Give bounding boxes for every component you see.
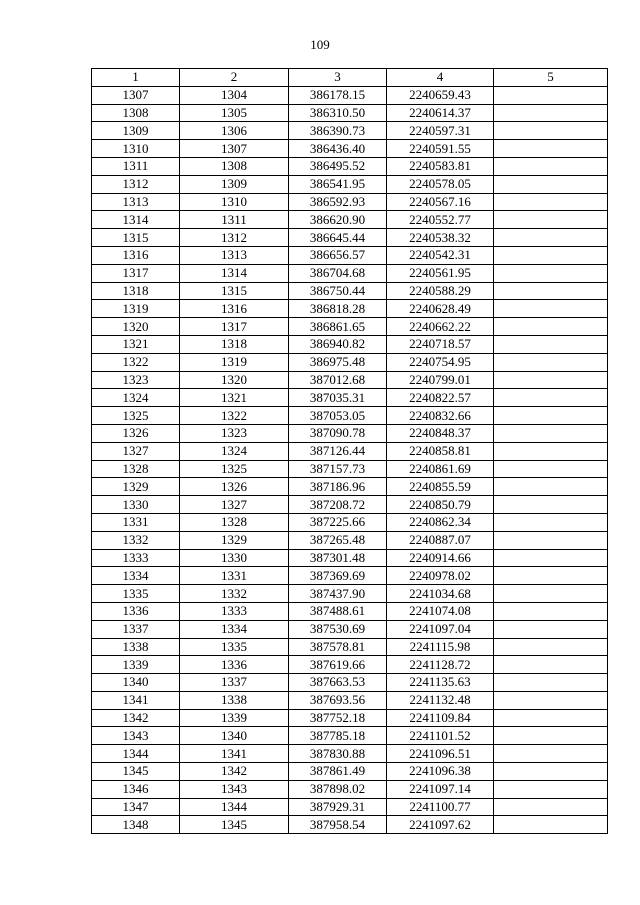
table-row	[92, 656, 608, 674]
table-cell: 2240718.57	[387, 335, 494, 353]
table-cell: 1327	[92, 442, 180, 460]
table-cell: 1334	[92, 567, 180, 585]
table-cell: 1347	[92, 798, 180, 816]
table-row	[92, 727, 608, 745]
table-cell: 1326	[180, 478, 289, 496]
table-cell: 1315	[92, 229, 180, 247]
table-cell: 386645.44	[289, 229, 387, 247]
table-row	[92, 300, 608, 318]
table-row	[92, 246, 608, 264]
table-cell: 2240591.55	[387, 140, 494, 158]
table-cell: 1334	[180, 620, 289, 638]
table-cell: 1343	[92, 727, 180, 745]
table-cell: 1304	[180, 86, 289, 104]
table-cell: 2240567.16	[387, 193, 494, 211]
table-cell: 2240628.49	[387, 300, 494, 318]
table-cell: 2240858.81	[387, 442, 494, 460]
table-cell	[494, 691, 608, 709]
table-cell: 2241097.14	[387, 780, 494, 798]
table-cell: 1317	[92, 264, 180, 282]
table-cell: 1315	[180, 282, 289, 300]
table-cell: 1340	[180, 727, 289, 745]
table-cell: 386495.52	[289, 157, 387, 175]
table-cell: 2241132.48	[387, 691, 494, 709]
table-cell: 2240542.31	[387, 246, 494, 264]
table-row	[92, 229, 608, 247]
table-row	[92, 780, 608, 798]
table-cell: 1310	[180, 193, 289, 211]
table-cell: 2241096.38	[387, 763, 494, 781]
table-cell: 1319	[180, 353, 289, 371]
table-cell	[494, 567, 608, 585]
table-cell: 2241100.77	[387, 798, 494, 816]
table-cell: 387186.96	[289, 478, 387, 496]
table-row	[92, 691, 608, 709]
table-cell: 2240887.07	[387, 531, 494, 549]
table-cell: 1310	[92, 140, 180, 158]
table-row	[92, 157, 608, 175]
table-cell: 1345	[180, 816, 289, 834]
table-cell: 1337	[180, 674, 289, 692]
table-cell: 1322	[180, 407, 289, 425]
table-cell: 1331	[180, 567, 289, 585]
table-body	[92, 86, 608, 833]
table-cell: 387012.68	[289, 371, 387, 389]
table-cell: 2240848.37	[387, 424, 494, 442]
table-cell: 387301.48	[289, 549, 387, 567]
table-cell	[494, 531, 608, 549]
table-cell: 1324	[180, 442, 289, 460]
table-cell: 387126.44	[289, 442, 387, 460]
table-row	[92, 709, 608, 727]
column-header: 3	[289, 69, 387, 87]
table-row	[92, 602, 608, 620]
table-cell: 1323	[92, 371, 180, 389]
table-cell: 1329	[92, 478, 180, 496]
table-cell: 1341	[92, 691, 180, 709]
table-cell: 1319	[92, 300, 180, 318]
table-row	[92, 478, 608, 496]
table-row	[92, 424, 608, 442]
table-cell: 387898.02	[289, 780, 387, 798]
table-cell: 1341	[180, 745, 289, 763]
table-cell: 1338	[92, 638, 180, 656]
table-cell: 1335	[180, 638, 289, 656]
table-cell: 1313	[180, 246, 289, 264]
table-cell	[494, 620, 608, 638]
table-cell: 1321	[92, 335, 180, 353]
table-cell	[494, 335, 608, 353]
table-cell: 1333	[180, 602, 289, 620]
table-row	[92, 638, 608, 656]
table-cell: 1336	[180, 656, 289, 674]
table-cell: 2240754.95	[387, 353, 494, 371]
table-cell: 1346	[92, 780, 180, 798]
table-cell: 2240588.29	[387, 282, 494, 300]
table-cell	[494, 585, 608, 603]
table-cell: 386541.95	[289, 175, 387, 193]
page-number: 109	[310, 37, 330, 52]
table-row	[92, 175, 608, 193]
table-cell: 1314	[92, 211, 180, 229]
table-cell	[494, 86, 608, 104]
table-cell: 387619.66	[289, 656, 387, 674]
table-cell	[494, 709, 608, 727]
table-cell: 2241074.08	[387, 602, 494, 620]
table-cell: 1337	[92, 620, 180, 638]
table-row	[92, 371, 608, 389]
table-cell: 1311	[92, 157, 180, 175]
table-cell: 2240799.01	[387, 371, 494, 389]
table-cell: 387437.90	[289, 585, 387, 603]
table-cell: 2240861.69	[387, 460, 494, 478]
table-cell: 1309	[180, 175, 289, 193]
table-cell	[494, 816, 608, 834]
table-cell	[494, 353, 608, 371]
table-cell: 1320	[180, 371, 289, 389]
table-row	[92, 140, 608, 158]
table-cell	[494, 407, 608, 425]
table-cell: 2240855.59	[387, 478, 494, 496]
table-row	[92, 193, 608, 211]
table-cell	[494, 602, 608, 620]
table-cell	[494, 745, 608, 763]
table-cell: 387053.05	[289, 407, 387, 425]
column-header: 1	[92, 69, 180, 87]
table-cell: 1339	[180, 709, 289, 727]
column-header: 4	[387, 69, 494, 87]
table-cell	[494, 513, 608, 531]
table-cell: 2240538.32	[387, 229, 494, 247]
table-cell: 386656.57	[289, 246, 387, 264]
table-cell: 1312	[92, 175, 180, 193]
table-cell	[494, 282, 608, 300]
table-cell: 386704.68	[289, 264, 387, 282]
table-header-row	[92, 69, 608, 87]
table-cell: 2240862.34	[387, 513, 494, 531]
table-cell: 387208.72	[289, 496, 387, 514]
table-cell: 386310.50	[289, 104, 387, 122]
table-cell: 386861.65	[289, 318, 387, 336]
table-cell: 1343	[180, 780, 289, 798]
table-cell: 386818.28	[289, 300, 387, 318]
table-cell: 2240978.02	[387, 567, 494, 585]
table-row	[92, 531, 608, 549]
table-cell: 1325	[92, 407, 180, 425]
table-cell	[494, 318, 608, 336]
table-cell	[494, 389, 608, 407]
table-row	[92, 674, 608, 692]
table-cell: 386750.44	[289, 282, 387, 300]
table-row	[92, 745, 608, 763]
table-cell: 387861.49	[289, 763, 387, 781]
table-cell: 1322	[92, 353, 180, 371]
table-cell: 387785.18	[289, 727, 387, 745]
table-cell: 1345	[92, 763, 180, 781]
table-cell: 2241097.62	[387, 816, 494, 834]
table-cell: 1318	[92, 282, 180, 300]
table-cell: 2241109.84	[387, 709, 494, 727]
table-cell: 2241097.04	[387, 620, 494, 638]
table-cell: 1311	[180, 211, 289, 229]
table-cell: 1308	[92, 104, 180, 122]
table-row	[92, 798, 608, 816]
table-row	[92, 620, 608, 638]
table-cell: 1328	[92, 460, 180, 478]
table-cell: 1344	[92, 745, 180, 763]
table-cell: 1338	[180, 691, 289, 709]
table-cell	[494, 763, 608, 781]
table-cell: 2240597.31	[387, 122, 494, 140]
column-header: 2	[180, 69, 289, 87]
table-cell: 1330	[180, 549, 289, 567]
table-row	[92, 549, 608, 567]
table-cell: 387578.81	[289, 638, 387, 656]
table-cell	[494, 727, 608, 745]
table-cell	[494, 549, 608, 567]
table-cell: 1316	[180, 300, 289, 318]
table-cell: 1321	[180, 389, 289, 407]
table-cell: 387752.18	[289, 709, 387, 727]
table-cell: 1314	[180, 264, 289, 282]
table-cell	[494, 460, 608, 478]
table-cell: 2240552.77	[387, 211, 494, 229]
table-cell	[494, 264, 608, 282]
table-cell: 1324	[92, 389, 180, 407]
table-cell: 1328	[180, 513, 289, 531]
table-cell: 1344	[180, 798, 289, 816]
table-cell: 2240614.37	[387, 104, 494, 122]
table-cell: 387035.31	[289, 389, 387, 407]
table-cell	[494, 478, 608, 496]
table-cell: 386620.90	[289, 211, 387, 229]
table-cell: 387488.61	[289, 602, 387, 620]
table-cell: 387958.54	[289, 816, 387, 834]
table-cell: 1340	[92, 674, 180, 692]
table-cell	[494, 122, 608, 140]
table-cell: 386390.73	[289, 122, 387, 140]
table-row	[92, 282, 608, 300]
table-cell: 1306	[180, 122, 289, 140]
table-row	[92, 104, 608, 122]
table-cell	[494, 371, 608, 389]
table-cell: 1326	[92, 424, 180, 442]
table-row	[92, 86, 608, 104]
table-cell: 387663.53	[289, 674, 387, 692]
table-cell: 1332	[92, 531, 180, 549]
table-cell: 387929.31	[289, 798, 387, 816]
table-cell: 386940.82	[289, 335, 387, 353]
table-cell: 2240662.22	[387, 318, 494, 336]
table-cell: 1305	[180, 104, 289, 122]
table-cell: 1318	[180, 335, 289, 353]
table-cell: 1329	[180, 531, 289, 549]
table-cell	[494, 424, 608, 442]
table-cell	[494, 175, 608, 193]
table-cell	[494, 157, 608, 175]
table-cell: 1339	[92, 656, 180, 674]
table-row	[92, 389, 608, 407]
table-cell	[494, 442, 608, 460]
table-cell	[494, 104, 608, 122]
table-row	[92, 763, 608, 781]
table-cell: 2240561.95	[387, 264, 494, 282]
table-cell: 2240822.57	[387, 389, 494, 407]
table-row	[92, 407, 608, 425]
table-cell: 1332	[180, 585, 289, 603]
table-cell: 1335	[92, 585, 180, 603]
table-cell: 1331	[92, 513, 180, 531]
table-cell: 387157.73	[289, 460, 387, 478]
table-cell: 1307	[92, 86, 180, 104]
table-cell: 1323	[180, 424, 289, 442]
table-cell: 2240850.79	[387, 496, 494, 514]
table-cell	[494, 229, 608, 247]
table-row	[92, 816, 608, 834]
table-row	[92, 513, 608, 531]
table-row	[92, 567, 608, 585]
table-cell: 2240832.66	[387, 407, 494, 425]
table-cell	[494, 638, 608, 656]
table-row	[92, 585, 608, 603]
table-cell: 2241135.63	[387, 674, 494, 692]
table-cell: 2240914.66	[387, 549, 494, 567]
table-cell: 1325	[180, 460, 289, 478]
table-cell: 1336	[92, 602, 180, 620]
table-row	[92, 211, 608, 229]
table-cell: 2241101.52	[387, 727, 494, 745]
table-cell: 1342	[180, 763, 289, 781]
table-row	[92, 264, 608, 282]
table-cell: 386592.93	[289, 193, 387, 211]
table-cell: 1307	[180, 140, 289, 158]
table-cell: 1342	[92, 709, 180, 727]
table-cell: 1320	[92, 318, 180, 336]
table-cell: 1312	[180, 229, 289, 247]
table-cell: 2240659.43	[387, 86, 494, 104]
table-cell	[494, 798, 608, 816]
table-row	[92, 496, 608, 514]
table-cell	[494, 780, 608, 798]
table-cell: 2241128.72	[387, 656, 494, 674]
table-cell	[494, 193, 608, 211]
table-cell: 1309	[92, 122, 180, 140]
table-cell	[494, 140, 608, 158]
table-cell: 1313	[92, 193, 180, 211]
table-cell: 387369.69	[289, 567, 387, 585]
table-cell: 1330	[92, 496, 180, 514]
table-cell: 387830.88	[289, 745, 387, 763]
table-cell: 2240578.05	[387, 175, 494, 193]
coordinates-table	[91, 68, 608, 834]
table-cell	[494, 496, 608, 514]
table-cell	[494, 300, 608, 318]
table-cell: 386975.48	[289, 353, 387, 371]
table-cell: 386178.15	[289, 86, 387, 104]
table-cell: 387530.69	[289, 620, 387, 638]
table-cell: 1317	[180, 318, 289, 336]
table-cell	[494, 211, 608, 229]
table-row	[92, 442, 608, 460]
table-row	[92, 335, 608, 353]
table-row	[92, 318, 608, 336]
table-cell: 1327	[180, 496, 289, 514]
table-row	[92, 460, 608, 478]
table-cell: 2240583.81	[387, 157, 494, 175]
table-cell: 1333	[92, 549, 180, 567]
table-cell: 387693.56	[289, 691, 387, 709]
table-cell: 2241034.68	[387, 585, 494, 603]
table-row	[92, 353, 608, 371]
table-cell: 1308	[180, 157, 289, 175]
table-cell	[494, 674, 608, 692]
table-cell: 1316	[92, 246, 180, 264]
table-cell: 387225.66	[289, 513, 387, 531]
table-cell	[494, 656, 608, 674]
table-cell: 2241115.98	[387, 638, 494, 656]
table-cell: 2241096.51	[387, 745, 494, 763]
column-header: 5	[494, 69, 608, 87]
table-cell	[494, 246, 608, 264]
table-cell: 386436.40	[289, 140, 387, 158]
table-cell: 387265.48	[289, 531, 387, 549]
table-cell: 387090.78	[289, 424, 387, 442]
table-row	[92, 122, 608, 140]
table-cell: 1348	[92, 816, 180, 834]
